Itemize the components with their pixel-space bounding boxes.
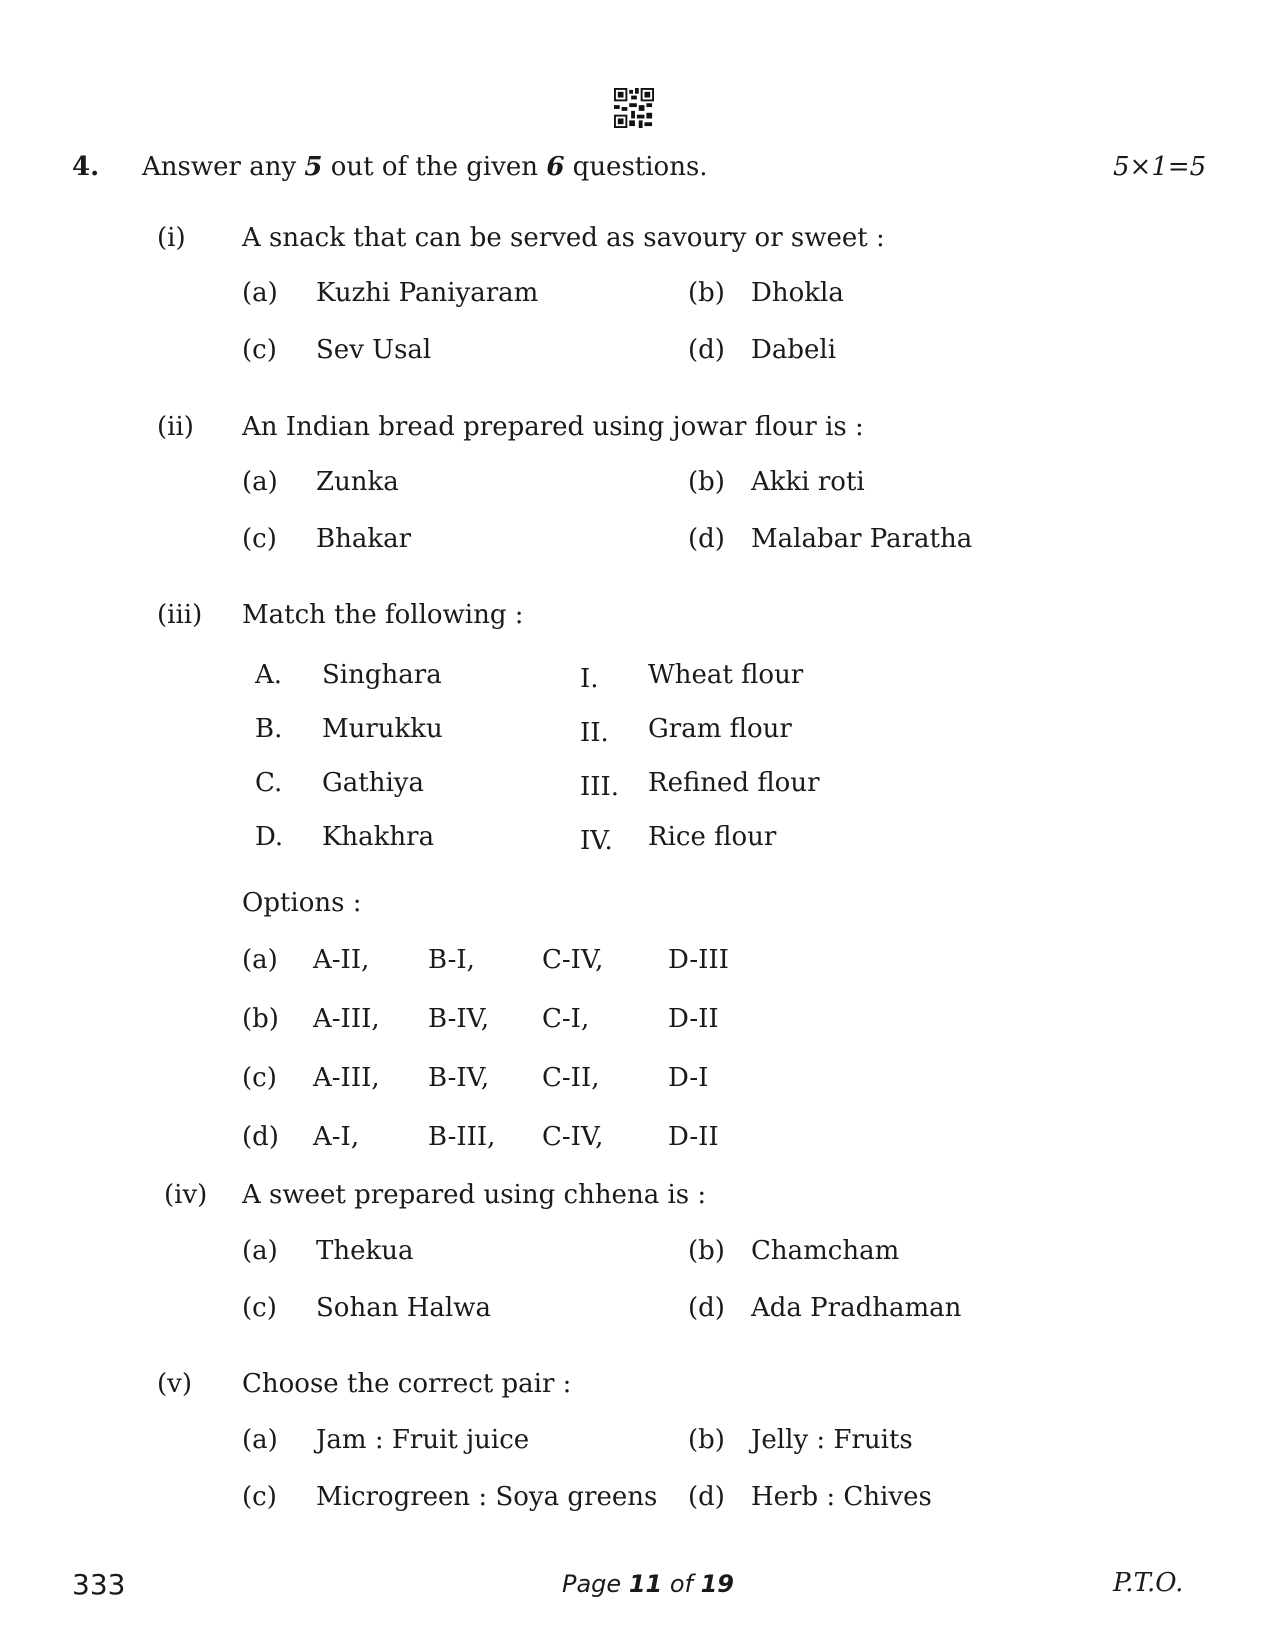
subq-i-opt-d-label: (d) (688, 335, 725, 365)
subq-i-text: A snack that can be served as savoury or sweet : (242, 223, 885, 253)
subq-ii-opt-c-label: (c) (242, 524, 277, 554)
subq-v-opt-b-label: (b) (688, 1425, 725, 1455)
pto-label: P.T.O. (1113, 1568, 1184, 1598)
subq-v-opt-d: Herb : Chives (751, 1482, 932, 1512)
subq-v-opt-c: Microgreen : Soya greens (316, 1482, 658, 1512)
subq-ii-opt-d-label: (d) (688, 524, 725, 554)
subq-iii-text: Match the following : (242, 600, 524, 630)
option-pair: A-I, (313, 1122, 360, 1152)
subq-ii-opt-b: Akki roti (751, 467, 865, 497)
subq-iv-opt-c-label: (c) (242, 1293, 277, 1323)
subq-ii-text: An Indian bread prepared using jowar flour is : (242, 412, 864, 442)
subq-v-opt-b: Jelly : Fruits (751, 1425, 913, 1455)
subq-iv-opt-d: Ada Pradhaman (751, 1293, 962, 1323)
subq-iv-opt-a: Thekua (316, 1236, 414, 1266)
subq-i-opt-c: Sev Usal (316, 335, 432, 365)
subq-v-text: Choose the correct pair : (242, 1369, 572, 1399)
match-right-label: I. (580, 664, 599, 694)
question-instruction: Answer any 5 out of the given 6 questions. (142, 152, 708, 182)
match-right-label: II. (580, 718, 609, 748)
subq-i-opt-c-label: (c) (242, 335, 277, 365)
subq-i-label: (i) (157, 223, 186, 253)
subq-ii-opt-d: Malabar Paratha (751, 524, 973, 554)
subq-i-opt-a: Kuzhi Paniyaram (316, 278, 539, 308)
subq-ii-opt-a: Zunka (316, 467, 399, 497)
subq-iv-opt-c: Sohan Halwa (316, 1293, 491, 1323)
subq-ii-label: (ii) (157, 412, 194, 442)
subq-v-label: (v) (157, 1369, 192, 1399)
option-pair: B-III, (428, 1122, 496, 1152)
subq-i-opt-d: Dabeli (751, 335, 837, 365)
match-left-label: C. (255, 768, 283, 798)
subq-v-opt-c-label: (c) (242, 1482, 277, 1512)
options-heading: Options : (242, 888, 362, 918)
page-indicator: Page 11 of 19 (562, 1570, 735, 1598)
match-left-item: Murukku (322, 714, 443, 744)
subq-v-opt-a-label: (a) (242, 1425, 278, 1455)
subq-ii-opt-a-label: (a) (242, 467, 278, 497)
subq-ii-opt-c: Bhakar (316, 524, 412, 554)
option-pair: D-II (668, 1004, 719, 1034)
match-left-item: Khakhra (322, 822, 435, 852)
subq-i-opt-b-label: (b) (688, 278, 725, 308)
option-label: (a) (242, 945, 278, 975)
subq-iv-opt-a-label: (a) (242, 1236, 278, 1266)
question-number: 4. (72, 152, 100, 182)
match-right-item: Wheat flour (648, 660, 804, 690)
subq-ii-opt-b-label: (b) (688, 467, 725, 497)
match-left-label: B. (255, 714, 283, 744)
subq-iv-opt-d-label: (d) (688, 1293, 725, 1323)
option-pair: A-II, (313, 945, 370, 975)
match-left-item: Gathiya (322, 768, 424, 798)
match-right-label: IV. (580, 826, 613, 856)
match-left-label: A. (255, 660, 283, 690)
question-marks: 5×1=5 (1113, 152, 1207, 182)
option-pair: D-I (668, 1063, 709, 1093)
subq-iv-label: (iv) (164, 1180, 208, 1210)
paper-code: 333 (72, 1568, 126, 1601)
option-pair: C-II, (542, 1063, 600, 1093)
option-pair: B-I, (428, 945, 475, 975)
match-left-label: D. (255, 822, 284, 852)
match-right-label: III. (580, 772, 620, 802)
match-right-item: Refined flour (648, 768, 820, 798)
subq-v-opt-a: Jam : Fruit juice (316, 1425, 530, 1455)
option-pair: B-IV, (428, 1063, 490, 1093)
option-pair: C-IV, (542, 1122, 604, 1152)
option-pair: B-IV, (428, 1004, 490, 1034)
subq-iv-opt-b-label: (b) (688, 1236, 725, 1266)
option-label: (b) (242, 1004, 279, 1034)
option-pair: A-III, (313, 1063, 380, 1093)
option-label: (d) (242, 1122, 279, 1152)
option-pair: C-IV, (542, 945, 604, 975)
match-right-item: Rice flour (648, 822, 777, 852)
subq-i-opt-b: Dhokla (751, 278, 844, 308)
match-right-item: Gram flour (648, 714, 792, 744)
subq-iii-label: (iii) (157, 600, 203, 630)
subq-i-opt-a-label: (a) (242, 278, 278, 308)
option-pair: D-III (668, 945, 729, 975)
qr-code-icon (614, 88, 654, 128)
option-pair: D-II (668, 1122, 719, 1152)
match-left-item: Singhara (322, 660, 442, 690)
option-pair: C-I, (542, 1004, 590, 1034)
subq-iv-opt-b: Chamcham (751, 1236, 900, 1266)
option-label: (c) (242, 1063, 277, 1093)
option-pair: A-III, (313, 1004, 380, 1034)
subq-iv-text: A sweet prepared using chhena is : (242, 1180, 707, 1210)
subq-v-opt-d-label: (d) (688, 1482, 725, 1512)
